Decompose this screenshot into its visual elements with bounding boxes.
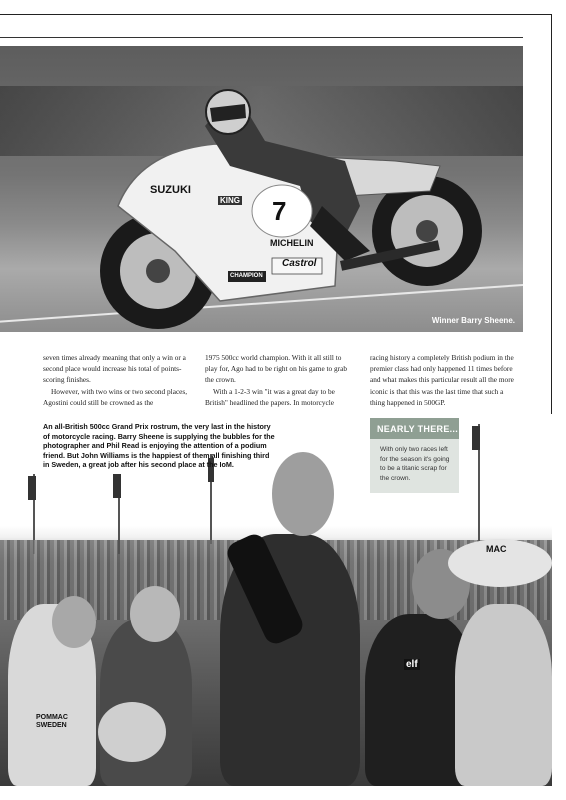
- nearly-there-box: [370, 418, 459, 493]
- motorcycle-illustration: [0, 46, 523, 332]
- article-paragraph: With a 1-2-3 win "it was a great day to be British" headlined the papers. In motorcycle: [205, 386, 335, 407]
- nearly-there-body: With only two races left for the season it's going to be a titanic scrap for the crown.: [380, 446, 450, 482]
- bike-label-number: 7: [272, 196, 287, 226]
- article-paragraph: However, with two wins or two second places, Agostini could still be crowned as the: [43, 386, 188, 407]
- bike-label-suzuki: SUZUKI: [150, 184, 191, 196]
- photo-barry-sheene-racing: [0, 46, 523, 332]
- bike-label-champion: CHAMPION: [230, 273, 263, 279]
- article-column-3: [370, 352, 520, 408]
- article-column-2: [205, 352, 355, 408]
- top-rule: [0, 37, 523, 38]
- top-photo-caption: Winner Barry Sheene.: [431, 316, 515, 325]
- photo-podium-celebration: [0, 414, 552, 786]
- person-phil-read: [100, 619, 192, 786]
- hat-label-mac: MAC: [486, 544, 507, 554]
- flower-bouquet: [98, 702, 166, 762]
- bike-label-king: KING: [220, 196, 240, 205]
- shirt-label-pommac: POMMAC SWEDEN: [36, 714, 68, 729]
- person-woman-hat: [455, 604, 552, 786]
- bike-label-castrol: Castrol: [282, 258, 317, 269]
- bike-label-michelin: MICHELIN: [270, 238, 314, 248]
- article-paragraph: 1975 500cc world champion. With it all still to play for, Ago had to be right on his game to grab the crown.: [205, 353, 347, 385]
- flag: [472, 426, 480, 450]
- flag: [28, 476, 36, 500]
- nearly-there-title: NEARLY THERE...: [370, 418, 459, 439]
- shirt-label-elf: elf: [406, 659, 418, 670]
- flag: [113, 474, 121, 498]
- article-paragraph: racing history a completely British podium in the premier class had only happened 11 times before and what makes this particular result all the more iconic is that this was the last time that such a thing happened in 500GP.: [370, 353, 514, 407]
- podium-photo-caption: An all-British 500cc Grand Prix rostrum, the very last in the history of motorcycle racing. Barry Sheene is supplying the bubbles for the photographer and Phil Read is enjoying the attention of a podium friend. But John Williams is the happiest of them all finishing third in Sweden, a great job after his second place at the IoM.: [43, 422, 275, 469]
- person-left-head: [52, 596, 96, 648]
- article-paragraph: seven times already meaning that only a win or a second place would increase his total of points-scoring finishes.: [43, 353, 186, 385]
- person-phil-read-head: [130, 586, 180, 642]
- person-barry-sheene-head: [272, 452, 334, 536]
- article-column-1: [43, 352, 193, 408]
